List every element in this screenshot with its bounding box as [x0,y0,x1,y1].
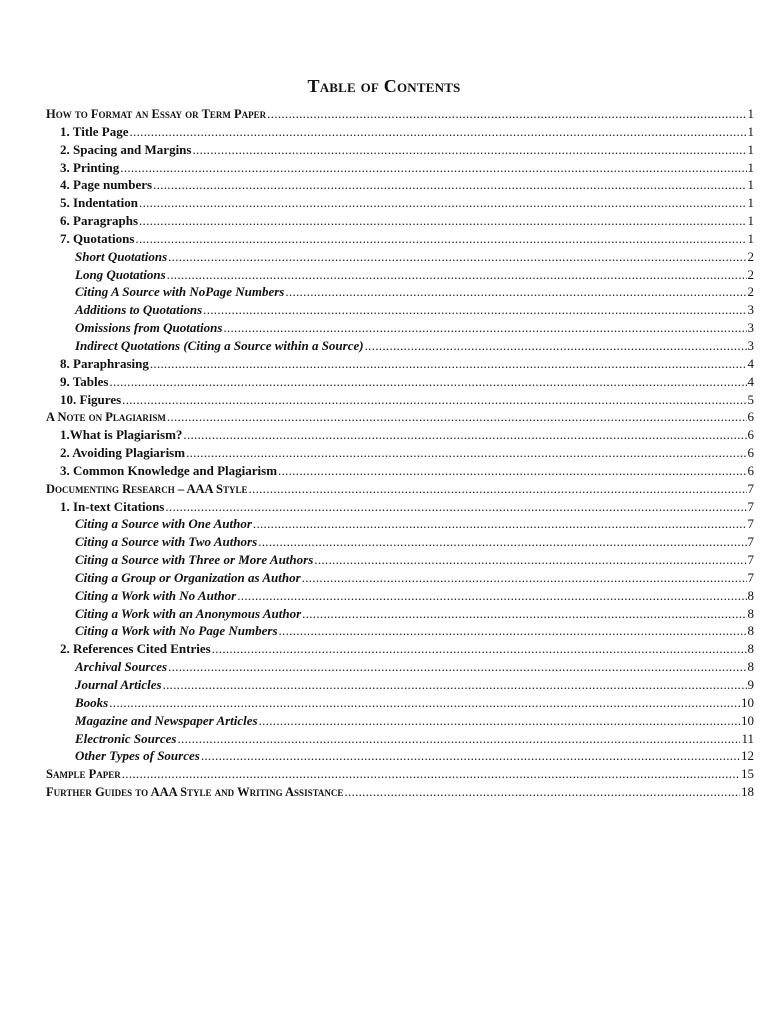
toc-page-number: 7 [747,498,754,514]
dot-leader [168,248,746,266]
dot-leader [267,105,746,123]
toc-subentry[interactable] [46,515,754,533]
toc-page-number: 8 [747,623,754,639]
toc-entry[interactable] [46,194,754,212]
toc-page-number: 6 [747,427,754,443]
toc-entry-label: Magazine and Newspaper Articles [75,712,258,728]
toc-entry[interactable] [46,230,754,248]
toc-page-number: 6 [747,462,754,478]
toc-entry-label: 1.What is Plagiarism? [60,427,183,443]
toc-page-number: 1 [747,195,754,211]
toc-page-number: 7 [747,516,754,532]
toc-subentry[interactable] [46,622,754,640]
table-of-contents [46,105,754,801]
toc-entry[interactable] [46,426,754,444]
dot-leader [168,658,746,676]
toc-entry-label: 7. Quotations [60,230,135,246]
dot-leader [122,391,746,409]
toc-entry-label: Electronic Sources [75,730,177,746]
toc-entry[interactable] [46,123,754,141]
page-title: Table of Contents [307,76,461,97]
toc-subentry[interactable] [46,337,754,355]
toc-entry-label: Citing a Work with No Author [75,587,237,603]
toc-entry-label: Short Quotations [75,248,168,264]
dot-leader [177,730,740,748]
toc-page-number: 2 [747,284,754,300]
dot-leader [192,141,746,159]
toc-entry-label: 4. Page numbers [60,177,153,193]
toc-page-number: 1 [747,177,754,193]
toc-subentry[interactable] [46,712,754,730]
toc-page-number: 11 [741,730,754,746]
dot-leader [150,355,747,373]
toc-entry[interactable] [46,462,754,480]
toc-page-number: 1 [747,159,754,175]
toc-entry-label: 10. Figures [60,391,122,407]
toc-page-number: 1 [747,123,754,139]
dot-leader [302,605,746,623]
toc-entry[interactable] [46,444,754,462]
toc-page-number: 18 [741,784,754,800]
toc-entry-label: Citing a Source with One Author [75,516,252,532]
toc-entry-label: 8. Paraphrasing [60,355,149,371]
dot-leader [139,194,746,212]
toc-section-entry[interactable] [46,783,754,801]
dot-leader [163,676,747,694]
toc-entry-label: Journal Articles [75,677,162,692]
toc-page-number: 6 [747,445,754,461]
toc-entry[interactable] [46,212,754,230]
dot-leader [153,176,746,194]
toc-page-number: 4 [747,355,754,371]
toc-subentry[interactable] [46,587,754,605]
dot-leader [109,694,740,712]
toc-subentry[interactable] [46,266,754,284]
toc-entry[interactable] [46,159,754,177]
toc-page-number: 3 [747,337,754,353]
toc-subentry[interactable] [46,694,754,712]
toc-entry-label: 3. Common Knowledge and Plagiarism [60,462,278,478]
toc-page-number: 5 [747,391,754,407]
dot-leader [258,533,746,551]
toc-subentry[interactable] [46,551,754,569]
toc-subentry[interactable] [46,676,754,694]
toc-entry-label: Citing a Group or Organization as Author [75,569,301,585]
toc-section-entry[interactable] [46,480,754,498]
toc-subentry[interactable] [46,319,754,337]
toc-entry[interactable] [46,373,754,391]
toc-section-entry[interactable] [46,408,754,426]
dot-leader [139,212,747,230]
toc-page-number: 4 [747,373,754,389]
toc-page-number: 1 [747,106,754,121]
toc-subentry[interactable] [46,248,754,266]
toc-page-number: 8 [747,641,754,657]
toc-page-number: 8 [747,659,754,675]
dot-leader [203,301,746,319]
toc-subentry[interactable] [46,283,754,301]
dot-leader [212,640,747,658]
toc-entry-label: Citing a Work with an Anonymous Author [75,605,302,621]
toc-entry-label: Other Types of Sources [75,748,200,764]
toc-entry[interactable] [46,141,754,159]
toc-page-number: 6 [747,409,754,425]
toc-page-number: 1 [747,141,754,157]
toc-subentry[interactable] [46,301,754,319]
toc-page-number: 3 [747,302,754,318]
toc-entry-label: Additions to Quotations [75,302,203,318]
dot-leader [109,373,746,391]
toc-page-number: 10 [741,712,754,728]
toc-section-entry[interactable] [46,765,754,783]
toc-subentry[interactable] [46,747,754,765]
dot-leader [223,319,746,337]
toc-page-number: 2 [747,248,754,264]
toc-entry-label: Books [75,694,109,710]
dot-leader [344,783,740,801]
dot-leader [237,587,746,605]
toc-entry-label: Long Quotations [75,266,166,282]
dot-leader [285,283,746,301]
toc-entry-label: Citing a Source with Two Authors [75,534,258,550]
toc-entry-label: 2. Avoiding Plagiarism [60,445,186,461]
toc-entry-label: Citing a Source with Three or More Authors [75,552,314,568]
dot-leader [259,712,740,730]
toc-page-number: 7 [747,569,754,585]
toc-entry[interactable] [46,391,754,409]
toc-entry-label: 1. Title Page [60,123,129,139]
dot-leader [201,747,740,765]
toc-subentry[interactable] [46,533,754,551]
toc-subentry[interactable] [46,569,754,587]
toc-subentry[interactable] [46,658,754,676]
toc-page-number: 8 [747,587,754,603]
dot-leader [253,515,747,533]
dot-leader [186,444,746,462]
dot-leader [279,622,747,640]
toc-entry-label: Citing a Work with No Page Numbers [75,623,278,639]
dot-leader [167,266,747,284]
toc-subentry[interactable] [46,605,754,623]
toc-entry[interactable] [46,640,754,658]
toc-page-number: 7 [747,534,754,550]
dot-leader [120,159,746,177]
toc-entry-label: Omissions from Quotations [75,320,223,336]
toc-page-number: 2 [747,266,754,282]
dot-leader [167,408,747,426]
dot-leader [314,551,746,569]
toc-page-number: 10 [741,694,754,710]
dot-leader [130,123,747,141]
toc-subentry[interactable] [46,730,754,748]
dot-leader [165,498,746,516]
toc-entry-label: Citing A Source with NoPage Numbers [75,284,285,300]
toc-page-number: 3 [747,320,754,336]
dot-leader [365,337,747,355]
toc-entry-label: How to Format an Essay or Term Paper [46,107,267,121]
toc-entry[interactable] [46,498,754,516]
dot-leader [183,426,746,444]
toc-section-entry[interactable] [46,105,754,123]
dot-leader [302,569,747,587]
toc-page-number: 12 [741,748,754,764]
dot-leader [122,765,740,783]
toc-page-number: 9 [747,677,754,692]
toc-entry-label: 9. Tables [60,373,109,389]
toc-entry-label: Documenting Research – AAA Style [46,481,248,496]
toc-page-number: 8 [747,605,754,621]
toc-page-number: 7 [747,552,754,568]
toc-entry-label: 2. Spacing and Margins [60,141,192,157]
toc-page-number: 15 [741,766,754,782]
toc-entry-label: Archival Sources [75,659,168,675]
toc-entry-label: Further Guides to AAA Style and Writing Assistance [46,785,344,800]
toc-entry-label: A Note on Plagiarism [46,410,166,425]
dot-leader [278,462,746,480]
toc-entry-label: Indirect Quotations (Citing a Source within a Source) [75,337,364,353]
toc-page-number: 1 [747,230,754,246]
dot-leader [248,480,746,498]
toc-entry-label: Sample Paper [46,767,121,782]
toc-page-number: 7 [747,480,754,496]
toc-entry-label: 5. Indentation [60,195,139,211]
toc-page-number: 1 [747,213,754,229]
toc-entry-label: 6. Paragraphs [60,213,138,229]
toc-entry[interactable] [46,176,754,194]
dot-leader [135,230,746,248]
toc-entry[interactable] [46,355,754,373]
toc-entry-label: 3. Printing [60,159,120,175]
toc-entry-label: 2. References Cited Entries [60,641,211,657]
toc-entry-label: 1. In-text Citations [60,498,165,514]
